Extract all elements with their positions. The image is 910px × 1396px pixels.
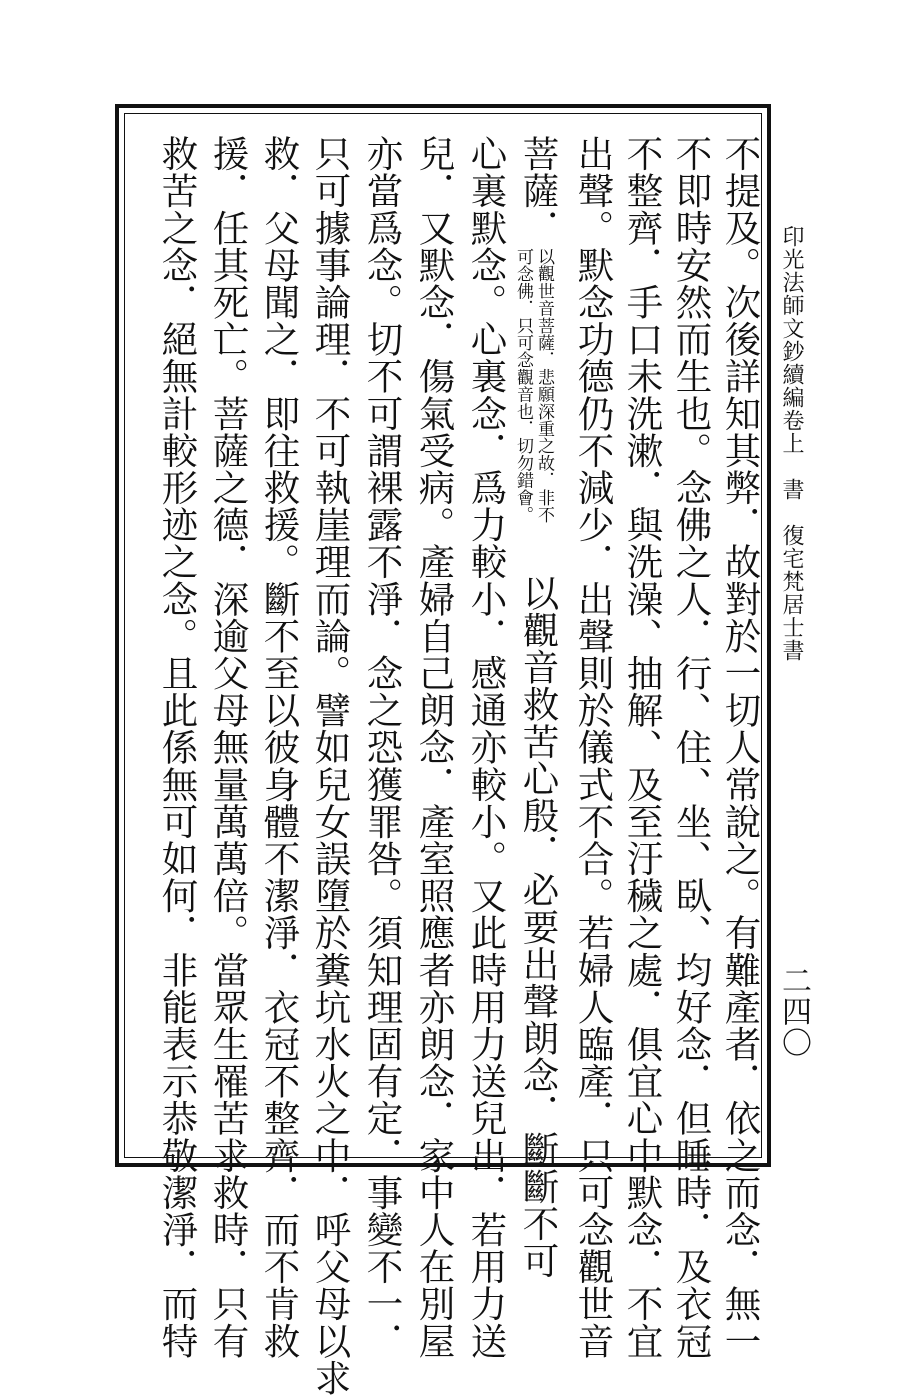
text-column-3: 不整齊．手口未洗漱．與洗澡、抽解、及至汙穢之處．俱宜心中默念．不宜 <box>621 135 664 1360</box>
header-letter-title: 復宅梵居士書 <box>779 524 804 662</box>
header-section: 書 <box>779 478 804 501</box>
header-book-title: 印光法師文鈔續編卷上 <box>779 225 804 455</box>
text-column-7: 兒．又默念．傷氣受病。產婦自己朗念．產室照應者亦朗念．家中人在別屋 <box>413 135 456 1360</box>
text-column-11: 援．任其死亡。菩薩之德．深逾父母無量萬萬倍。當眾生罹苦求救時．只有 <box>207 135 250 1360</box>
text-column-1: 不提及。次後詳知其弊．故對於一切人常說之。有難產者．依之而念．無一 <box>719 135 762 1360</box>
running-header <box>780 225 802 662</box>
interlinear-note <box>508 246 556 574</box>
text-column-10: 救．父母聞之．即往救援。斷不至以彼身體不潔淨．衣冠不整齊．而不肯救 <box>258 135 301 1360</box>
text-column-8: 亦當爲念。切不可謂裸露不淨．念之恐獲罪咎。須知理固有定．事變不一． <box>361 135 404 1360</box>
note-right-line: 以觀世音菩薩．悲願深重之故．非不 <box>534 248 554 524</box>
text-column-5 <box>508 135 560 1280</box>
text-column-2: 不即時安然而生也。念佛之人．行、住、坐、臥、均好念．但睡時．及衣冠 <box>670 135 713 1360</box>
text-column-12: 救苦之念．絕無計較形迹之念。且此係無可如何．非能表示恭敬潔淨．而特 <box>156 135 199 1360</box>
column-5-head: 菩薩． <box>517 135 560 247</box>
text-column-6: 心裏默念。心裏念．爲力較小．感通亦較小。又此時用力送兒出．若用力送 <box>465 135 508 1360</box>
text-column-9: 只可據事論理．不可執崖理而論。譬如兒女誤墮於糞坑水火之中．呼父母以求 <box>309 135 352 1396</box>
column-5-tail: 以觀音救苦心殷．必要出聲朗念．斷斷不可 <box>517 574 560 1280</box>
page-number: 二四〇 <box>776 965 811 1058</box>
note-left-line: 可念佛．只可念觀音也．切勿錯會。 <box>513 248 533 524</box>
text-column-4: 出聲。默念功德仍不減少．出聲則於儀式不合。若婦人臨產．只可念觀世音 <box>572 135 615 1360</box>
